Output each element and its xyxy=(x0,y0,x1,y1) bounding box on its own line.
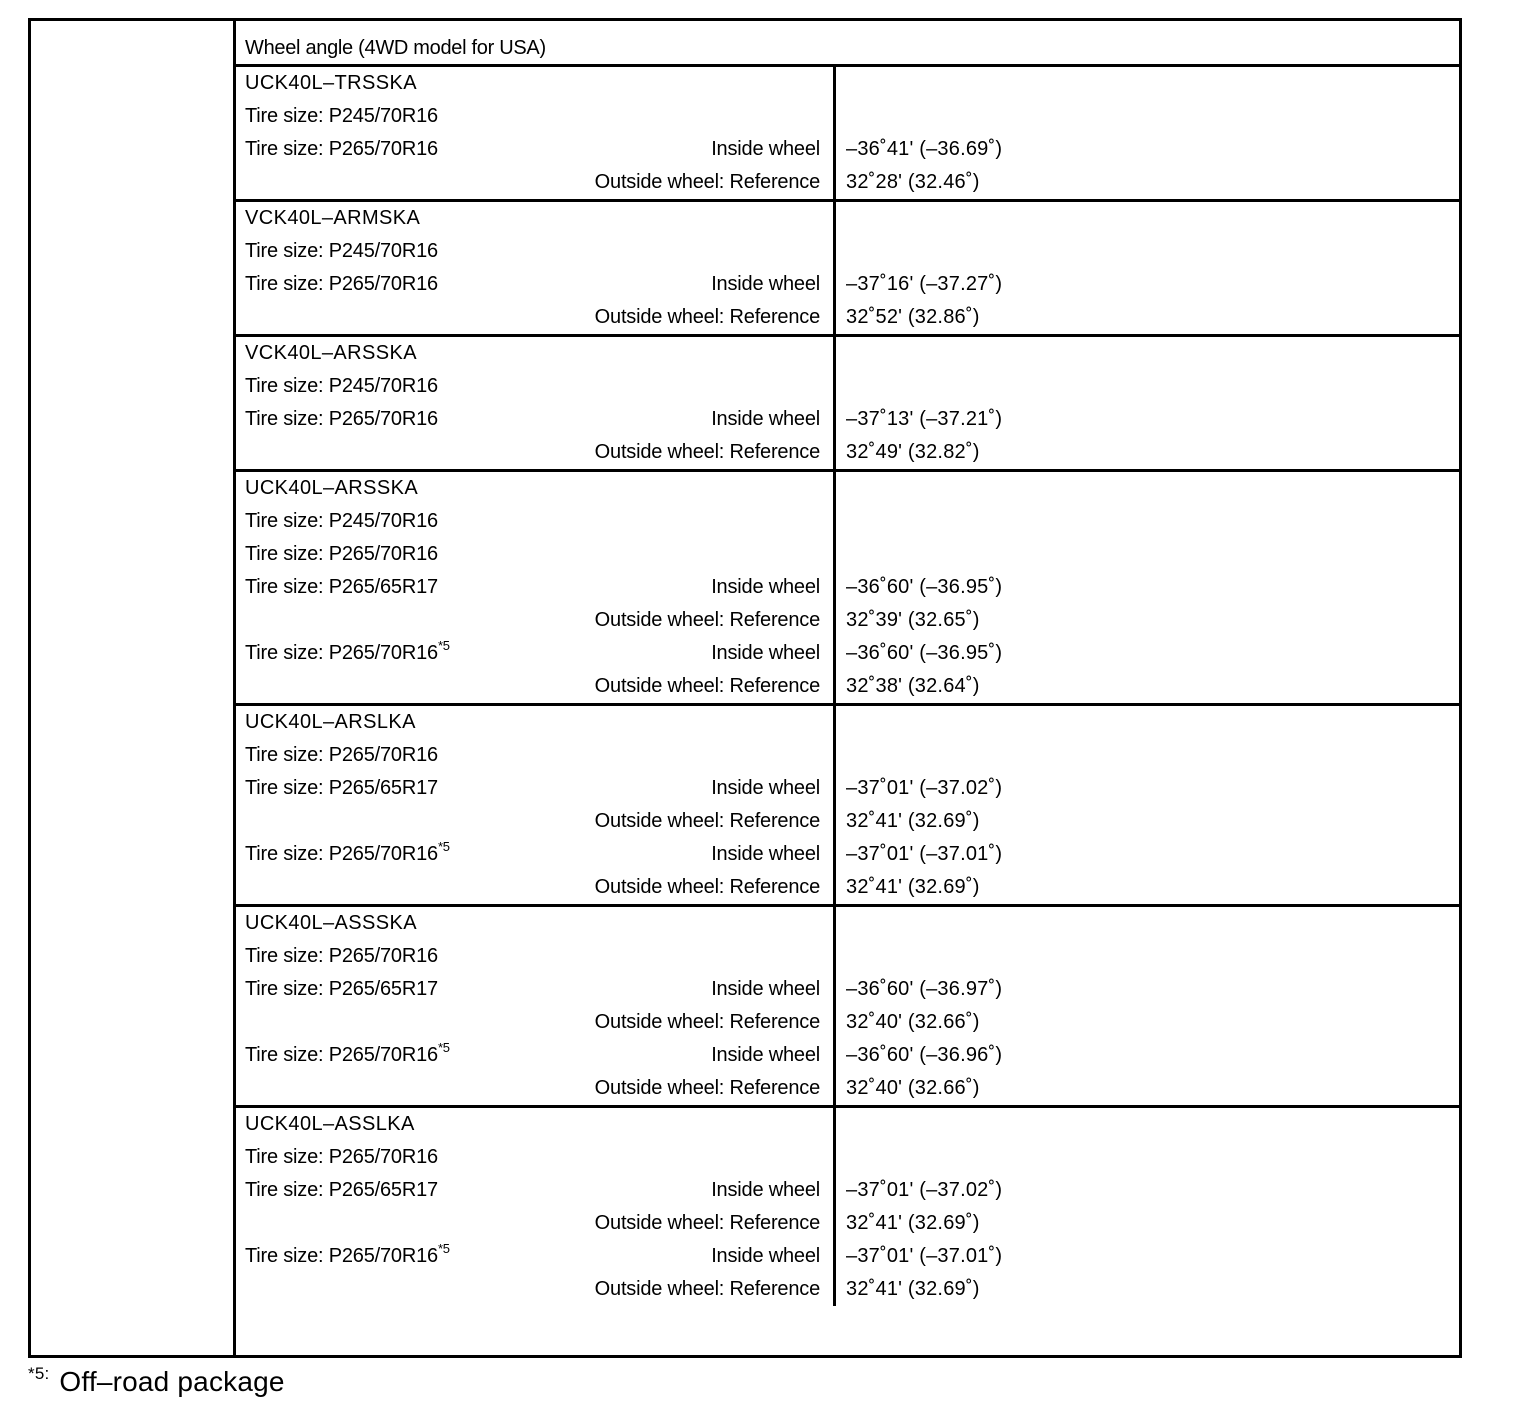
wheel-angle-value: 32˚40' (32.66˚) xyxy=(846,1077,980,1099)
footnote-reference: *5 xyxy=(437,638,450,653)
model-code: UCK40L–ARSSKA xyxy=(245,477,419,499)
wheel-label: Outside wheel: Reference xyxy=(594,306,820,328)
wheel-label: Inside wheel xyxy=(711,408,820,430)
label-cell xyxy=(236,838,833,871)
wheel-label: Outside wheel: Reference xyxy=(594,609,820,631)
wheel-angle-value: 32˚40' (32.66˚) xyxy=(846,1011,980,1033)
label-cell xyxy=(236,571,833,604)
model-block xyxy=(236,907,1459,1108)
model-row xyxy=(236,337,1459,370)
footnote-reference: *5 xyxy=(437,1040,450,1055)
label-cell xyxy=(236,268,833,301)
label-cell xyxy=(236,166,833,199)
spec-row xyxy=(236,604,1459,637)
label-cell xyxy=(236,670,833,703)
spec-row xyxy=(236,403,1459,436)
label-cell xyxy=(236,772,833,805)
wheel-label: Outside wheel: Reference xyxy=(594,441,820,463)
model-code: VCK40L–ARSSKA xyxy=(245,342,417,364)
tire-size-text: Tire size: P265/70R16 xyxy=(245,1245,438,1267)
model-row xyxy=(236,1108,1459,1141)
model-block xyxy=(236,337,1459,472)
spec-row xyxy=(236,133,1459,166)
label-cell xyxy=(236,436,833,469)
spec-row xyxy=(236,268,1459,301)
spec-row xyxy=(236,1141,1459,1174)
wheel-label: Outside wheel: Reference xyxy=(594,1011,820,1033)
spec-row xyxy=(236,1240,1459,1273)
wheel-angle-value: –37˚01' (–37.02˚) xyxy=(846,777,1003,799)
spec-row xyxy=(236,235,1459,268)
wheel-label: Inside wheel xyxy=(711,642,820,664)
wheel-angle-value: –36˚60' (–36.96˚) xyxy=(846,1044,1003,1066)
wheel-angle-value: –37˚01' (–37.01˚) xyxy=(846,843,1003,865)
label-cell xyxy=(236,805,833,838)
label-cell xyxy=(236,1273,833,1306)
tire-size-text: Tire size: P245/70R16 xyxy=(245,375,438,397)
tire-size-text: Tire size: P245/70R16 xyxy=(245,240,438,262)
tire-size-text: Tire size: P265/65R17 xyxy=(245,576,438,598)
wheel-angle-value: 32˚41' (32.69˚) xyxy=(846,1212,980,1234)
label-cell xyxy=(236,1174,833,1207)
tire-size-text: Tire size: P265/70R16 xyxy=(245,273,438,295)
spec-row xyxy=(236,1207,1459,1240)
spec-row xyxy=(236,100,1459,133)
wheel-angle-value: 32˚38' (32.64˚) xyxy=(846,675,980,697)
label-cell xyxy=(236,973,833,1006)
wheel-label: Inside wheel xyxy=(711,1044,820,1066)
model-block xyxy=(236,706,1459,907)
wheel-label: Outside wheel: Reference xyxy=(594,675,820,697)
wheel-label: Inside wheel xyxy=(711,1245,820,1267)
wheel-angle-value: –36˚41' (–36.69˚) xyxy=(846,138,1003,160)
tire-size-text: Tire size: P245/70R16 xyxy=(245,105,438,127)
spec-row xyxy=(236,370,1459,403)
label-cell xyxy=(236,1072,833,1105)
wheel-angle-value: 32˚41' (32.69˚) xyxy=(846,876,980,898)
wheel-label: Inside wheel xyxy=(711,576,820,598)
wheel-angle-value: –37˚01' (–37.02˚) xyxy=(846,1179,1003,1201)
model-code: VCK40L–ARMSKA xyxy=(245,207,421,229)
spec-row xyxy=(236,571,1459,604)
wheel-label: Outside wheel: Reference xyxy=(594,876,820,898)
wheel-label: Outside wheel: Reference xyxy=(594,1278,820,1300)
spec-row xyxy=(236,166,1459,199)
wheel-angle-value: 32˚52' (32.86˚) xyxy=(846,306,980,328)
wheel-label: Inside wheel xyxy=(711,1179,820,1201)
wheel-angle-value: –36˚60' (–36.95˚) xyxy=(846,642,1003,664)
tire-size-text: Tire size: P265/70R16 xyxy=(245,945,438,967)
spec-row xyxy=(236,505,1459,538)
wheel-label: Inside wheel xyxy=(711,273,820,295)
spec-row xyxy=(236,1072,1459,1105)
spec-row xyxy=(236,973,1459,1006)
model-block xyxy=(236,1108,1459,1306)
tire-size-text: Tire size: P265/70R16 xyxy=(245,1044,438,1066)
wheel-label: Outside wheel: Reference xyxy=(594,1212,820,1234)
wheel-angle-value: –36˚60' (–36.95˚) xyxy=(846,576,1003,598)
label-cell xyxy=(236,133,833,166)
footnote-marker: *5: xyxy=(28,1364,50,1383)
label-cell xyxy=(236,1207,833,1240)
label-cell xyxy=(236,1006,833,1039)
model-blocks xyxy=(236,67,1459,1306)
tire-size-text: Tire size: P265/70R16 xyxy=(245,543,438,565)
model-row xyxy=(236,202,1459,235)
wheel-angle-value: –37˚13' (–37.21˚) xyxy=(846,408,1003,430)
spec-row xyxy=(236,940,1459,973)
tire-size xyxy=(245,940,438,973)
label-cell xyxy=(236,637,833,670)
wheel-angle-value: –36˚60' (–36.97˚) xyxy=(846,978,1003,1000)
spec-row xyxy=(236,436,1459,469)
tire-size-text: Tire size: P265/70R16 xyxy=(245,138,438,160)
model-row xyxy=(236,907,1459,940)
wheel-label: Outside wheel: Reference xyxy=(594,1077,820,1099)
spec-row xyxy=(236,670,1459,703)
tire-size xyxy=(245,235,438,268)
table-left-column xyxy=(31,21,236,1355)
model-code: UCK40L–ARSLKA xyxy=(245,711,416,733)
label-cell xyxy=(236,1039,833,1072)
footnote-reference: *5 xyxy=(437,1241,450,1256)
tire-size-text: Tire size: P245/70R16 xyxy=(245,510,438,532)
tire-size-text: Tire size: P265/65R17 xyxy=(245,777,438,799)
wheel-label: Inside wheel xyxy=(711,138,820,160)
spec-row xyxy=(236,301,1459,334)
spec-row xyxy=(236,1273,1459,1306)
wheel-label: Inside wheel xyxy=(711,843,820,865)
tire-size xyxy=(245,1141,438,1174)
wheel-angle-value: –37˚16' (–37.27˚) xyxy=(846,273,1003,295)
table-content xyxy=(236,21,1459,1355)
wheel-angle-value: –37˚01' (–37.01˚) xyxy=(846,1245,1003,1267)
model-row xyxy=(236,706,1459,739)
wheel-angle-value: 32˚41' (32.69˚) xyxy=(846,1278,980,1300)
spec-row xyxy=(236,772,1459,805)
wheel-label: Outside wheel: Reference xyxy=(594,171,820,193)
tire-size xyxy=(245,100,438,133)
footnote-reference: *5 xyxy=(437,839,450,854)
spec-row xyxy=(236,739,1459,772)
tire-size-text: Tire size: P265/70R16 xyxy=(245,744,438,766)
model-block xyxy=(236,202,1459,337)
tire-size-text: Tire size: P265/70R16 xyxy=(245,642,438,664)
wheel-angle-value: 32˚49' (32.82˚) xyxy=(846,441,980,463)
wheel-angle-table xyxy=(28,18,1462,1358)
label-cell xyxy=(236,1240,833,1273)
label-cell xyxy=(236,403,833,436)
model-code: UCK40L–ASSSKA xyxy=(245,912,417,934)
tire-size-text: Tire size: P265/70R16 xyxy=(245,1146,438,1168)
tire-size-text: Tire size: P265/65R17 xyxy=(245,978,438,1000)
wheel-angle-value: 32˚41' (32.69˚) xyxy=(846,810,980,832)
model-block xyxy=(236,472,1459,706)
wheel-label: Inside wheel xyxy=(711,978,820,1000)
model-code: UCK40L–TRSSKA xyxy=(245,72,417,94)
label-cell xyxy=(236,871,833,904)
spec-row xyxy=(236,1039,1459,1072)
table-header: Wheel angle (4WD model for USA) xyxy=(236,21,1459,67)
tire-size-text: Tire size: P265/70R16 xyxy=(245,843,438,865)
tire-size-text: Tire size: P265/65R17 xyxy=(245,1179,438,1201)
wheel-angle-value: 32˚39' (32.65˚) xyxy=(846,609,980,631)
model-row xyxy=(236,67,1459,100)
tire-size-text: Tire size: P265/70R16 xyxy=(245,408,438,430)
spec-row xyxy=(236,838,1459,871)
wheel-label: Outside wheel: Reference xyxy=(594,810,820,832)
wheel-label: Inside wheel xyxy=(711,777,820,799)
spec-row xyxy=(236,1006,1459,1039)
footnote-text: Off–road package xyxy=(59,1366,285,1397)
spec-row xyxy=(236,1174,1459,1207)
spec-row xyxy=(236,871,1459,904)
wheel-angle-value: 32˚28' (32.46˚) xyxy=(846,171,980,193)
model-block xyxy=(236,67,1459,202)
model-row xyxy=(236,472,1459,505)
spec-row xyxy=(236,805,1459,838)
footnote xyxy=(28,1364,285,1400)
tire-size xyxy=(245,739,438,772)
spec-row xyxy=(236,637,1459,670)
spec-row xyxy=(236,538,1459,571)
tire-size xyxy=(245,538,438,571)
label-cell xyxy=(236,604,833,637)
model-code: UCK40L–ASSLKA xyxy=(245,1113,415,1135)
tire-size xyxy=(245,505,438,538)
tire-size xyxy=(245,370,438,403)
label-cell xyxy=(236,301,833,334)
